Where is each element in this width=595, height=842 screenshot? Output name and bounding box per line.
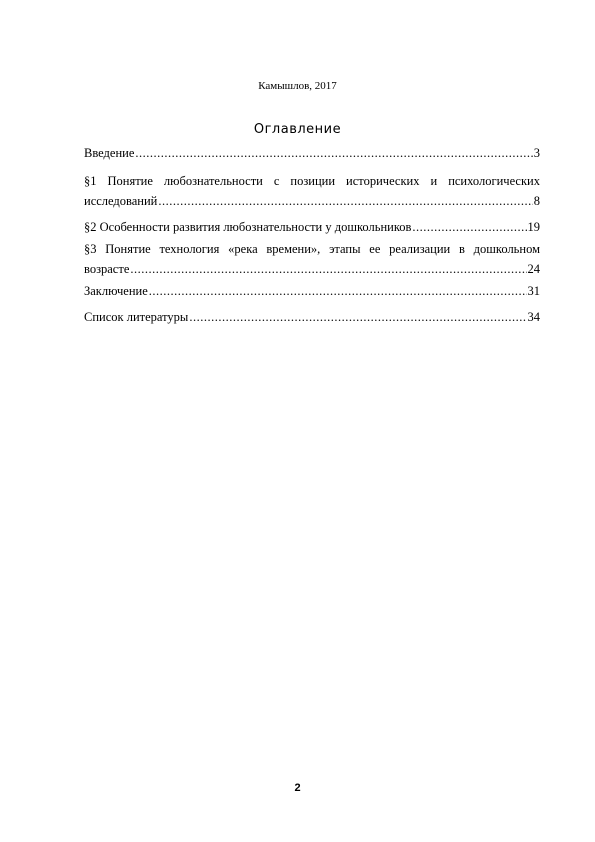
- toc-entry-page: 3: [533, 146, 540, 160]
- toc-entry-conclusion[interactable]: [84, 281, 540, 301]
- page-number: 2: [294, 782, 301, 794]
- table-of-contents: [84, 143, 540, 329]
- toc-entry-title-first-line: §3 Понятие технология «река времени», этапы ее реализации в дошкольном: [84, 242, 540, 256]
- toc-entry-section-1[interactable]: [84, 171, 540, 211]
- toc-entry-section-3[interactable]: [84, 239, 540, 279]
- dot-leader: [412, 217, 526, 237]
- dot-leader: [130, 259, 526, 279]
- toc-entry-title: Заключение: [84, 284, 148, 298]
- toc-entry-page: 24: [527, 262, 540, 276]
- toc-entry-page: 31: [527, 284, 540, 298]
- header-city-year: Камышлов, 2017: [258, 80, 337, 92]
- dot-leader: [135, 143, 532, 163]
- dot-leader: [158, 191, 532, 211]
- dot-leader: [149, 281, 527, 301]
- toc-title: Оглавление: [253, 122, 342, 137]
- toc-entry-references[interactable]: [84, 307, 540, 327]
- toc-entry-page: 8: [533, 194, 540, 208]
- dot-leader: [189, 307, 526, 327]
- toc-entry-section-2[interactable]: [84, 217, 540, 237]
- toc-entry-title: Список литературы: [84, 310, 189, 324]
- toc-entry-title-last-line: исследований: [84, 194, 158, 208]
- toc-entry-title: §2 Особенности развития любознательности у дошкольников: [84, 220, 412, 234]
- toc-entry-title: Введение: [84, 146, 135, 160]
- toc-entry-title-first-line: §1 Понятие любознательности с позиции исторических и психологических: [84, 174, 540, 188]
- toc-entry-page: 34: [527, 310, 540, 324]
- toc-entry-page: 19: [527, 220, 540, 234]
- toc-entry-introduction[interactable]: [84, 143, 540, 163]
- toc-entry-title-last-line: возрасте: [84, 262, 130, 276]
